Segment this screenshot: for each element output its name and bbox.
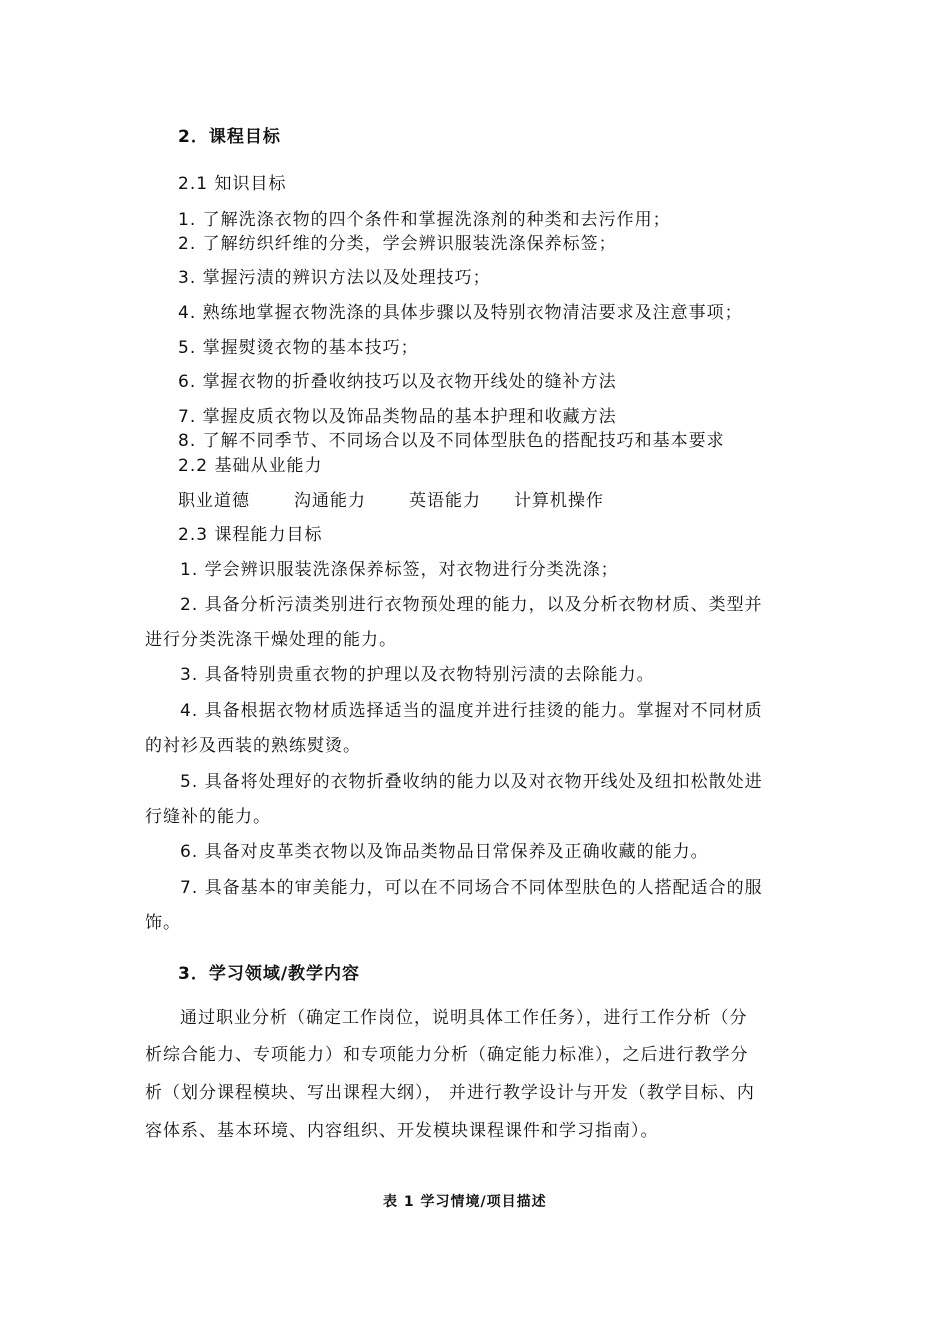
ability-line: 3. 具备特别贵重衣物的护理以及衣物特别污渍的去除能力。 [180, 665, 655, 685]
skill-3: 英语能力 [409, 491, 481, 511]
skill-1: 职业道德 [178, 491, 250, 511]
ability-line: 饰。 [145, 913, 181, 933]
ability-goals-title: 2.3 课程能力目标 [178, 525, 323, 545]
section-2-heading: 2．课程目标 [178, 127, 281, 147]
ability-line: 行缝补的能力。 [145, 807, 271, 827]
knowledge-item-3: 3. 掌握污渍的辨识方法以及处理技巧； [178, 268, 491, 288]
ability-line: 的衬衫及西装的熟练熨烫。 [145, 736, 361, 756]
knowledge-item-8: 8. 了解不同季节、不同场合以及不同体型肤色的搭配技巧和基本要求 [178, 431, 725, 451]
ability-line: 1. 学会辨识服装洗涤保养标签，对衣物进行分类洗涤； [180, 560, 619, 580]
ability-line: 进行分类洗涤干燥处理的能力。 [145, 630, 397, 650]
knowledge-item-7: 7. 掌握皮质衣物以及饰品类物品的基本护理和收藏方法 [178, 407, 617, 427]
section-3-paragraph-line: 通过职业分析（确定工作岗位，说明具体工作任务），进行工作分析（分 [180, 1008, 748, 1028]
table-caption: 表 1 学习情境/项目描述 [383, 1194, 547, 1210]
skill-4: 计算机操作 [514, 491, 604, 511]
knowledge-item-6: 6. 掌握衣物的折叠收纳技巧以及衣物开线处的缝补方法 [178, 372, 617, 392]
ability-line: 6. 具备对皮革类衣物以及饰品类物品日常保养及正确收藏的能力。 [180, 842, 709, 862]
ability-line: 4. 具备根据衣物材质选择适当的温度并进行挂烫的能力。掌握对不同材质 [180, 701, 763, 721]
ability-line: 5. 具备将处理好的衣物折叠收纳的能力以及对衣物开线处及纽扣松散处进 [180, 772, 763, 792]
knowledge-goals-title: 2.1 知识目标 [178, 174, 287, 194]
basic-abilities-title: 2.2 基础从业能力 [178, 456, 323, 476]
section-3-paragraph-line: 析（划分课程模块、写出课程大纲）， 并进行教学设计与开发（教学目标、内 [145, 1083, 755, 1103]
ability-line: 2. 具备分析污渍类别进行衣物预处理的能力，以及分析衣物材质、类型并 [180, 595, 763, 615]
knowledge-item-1: 1. 了解洗涤衣物的四个条件和掌握洗涤剂的种类和去污作用； [178, 210, 671, 230]
knowledge-item-2: 2. 了解纺织纤维的分类，学会辨识服装洗涤保养标签； [178, 234, 617, 254]
section-3-paragraph-line: 容体系、基本环境、内容组织、开发模块课程课件和学习指南）。 [145, 1121, 659, 1141]
ability-line: 7. 具备基本的审美能力，可以在不同场合不同体型肤色的人搭配适合的服 [180, 878, 763, 898]
section-3-heading: 3．学习领域/教学内容 [178, 964, 361, 984]
knowledge-item-4: 4. 熟练地掌握衣物洗涤的具体步骤以及特别衣物清洁要求及注意事项； [178, 303, 743, 323]
knowledge-item-5: 5. 掌握熨烫衣物的基本技巧； [178, 338, 419, 358]
skill-2: 沟通能力 [294, 491, 366, 511]
section-3-paragraph-line: 析综合能力、专项能力）和专项能力分析（确定能力标准），之后进行教学分 [145, 1045, 749, 1065]
